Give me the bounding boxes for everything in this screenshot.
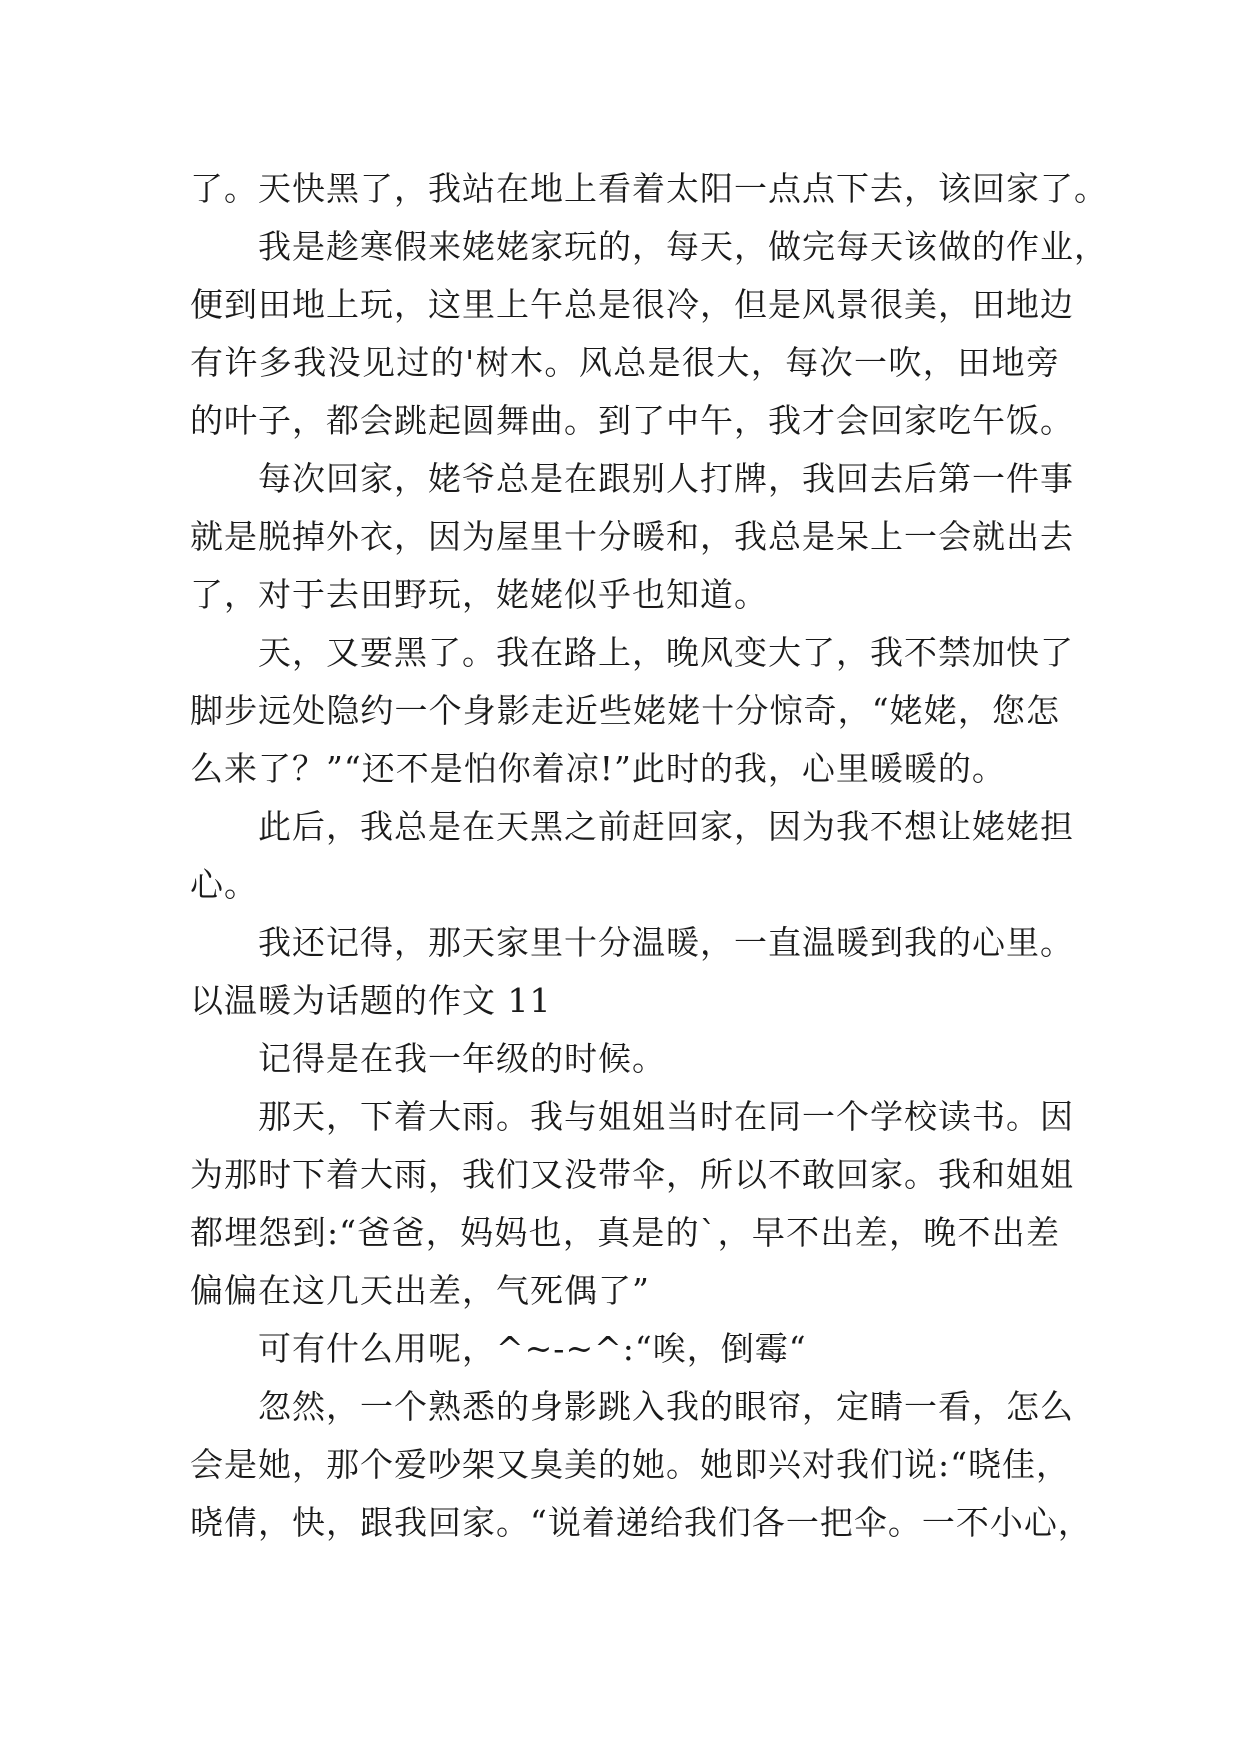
text-line: 么来了？”“还不是怕你着凉!”此时的我，心里暖暖的。 [190, 749, 1006, 788]
text-line: 了。天快黑了，我站在地上看着太阳一点点下去，该回家了。 [190, 169, 1108, 208]
text-line: 此后，我总是在天黑之前赶回家，因为我不想让姥姥担 [258, 807, 1074, 846]
text-line: 晓倩，快，跟我回家。“说着递给我们各一把伞。一不小心， [190, 1503, 1092, 1542]
text-line: 记得是在我一年级的时候。 [258, 1039, 666, 1078]
text-line: 每次回家，姥爷总是在跟别人打牌，我回去后第一件事 [258, 459, 1074, 498]
text-line: 了，对于去田野玩，姥姥似乎也知道。 [190, 575, 768, 614]
text-line: 有许多我没见过的'树木。风总是很大，每次一吹，田地旁 [190, 343, 1060, 382]
document-body [190, 160, 1108, 1552]
text-line: 心。 [190, 865, 258, 904]
text-line: 会是她，那个爱吵架又臭美的她。她即兴对我们说:“晓佳， [190, 1445, 1070, 1484]
text-line: 偏偏在这几天出差，气死偶了” [190, 1271, 650, 1310]
text-line: 我还记得，那天家里十分温暖，一直温暖到我的心里。 [258, 923, 1074, 962]
text-line: 我是趁寒假来姥姥家玩的，每天，做完每天该做的作业， [258, 227, 1108, 266]
text-line: 天，又要黑了。我在路上，晚风变大了，我不禁加快了 [258, 633, 1074, 672]
text-line: 的叶子，都会跳起圆舞曲。到了中午，我才会回家吃午饭。 [190, 401, 1074, 440]
text-line: 便到田地上玩，这里上午总是很冷，但是风景很美，田地边 [190, 285, 1074, 324]
text-line: 以温暖为话题的作文 11 [190, 981, 552, 1020]
text-line: 那天，下着大雨。我与姐姐当时在同一个学校读书。因 [258, 1097, 1074, 1136]
text-line: 都埋怨到:“爸爸，妈妈也，真是的`，早不出差，晚不出差 [190, 1213, 1060, 1252]
text-line: 就是脱掉外衣，因为屋里十分暖和，我总是呆上一会就出去 [190, 517, 1074, 556]
text-line: 为那时下着大雨，我们又没带伞，所以不敢回家。我和姐姐 [190, 1155, 1074, 1194]
text-line: 忽然，一个熟悉的身影跳入我的眼帘，定睛一看，怎么 [258, 1387, 1074, 1426]
text-line: 可有什么用呢，^~-~^:“唉，倒霉“ [258, 1329, 807, 1368]
text-line: 脚步远处隐约一个身影走近些姥姥十分惊奇，“姥姥，您怎 [190, 691, 1060, 730]
